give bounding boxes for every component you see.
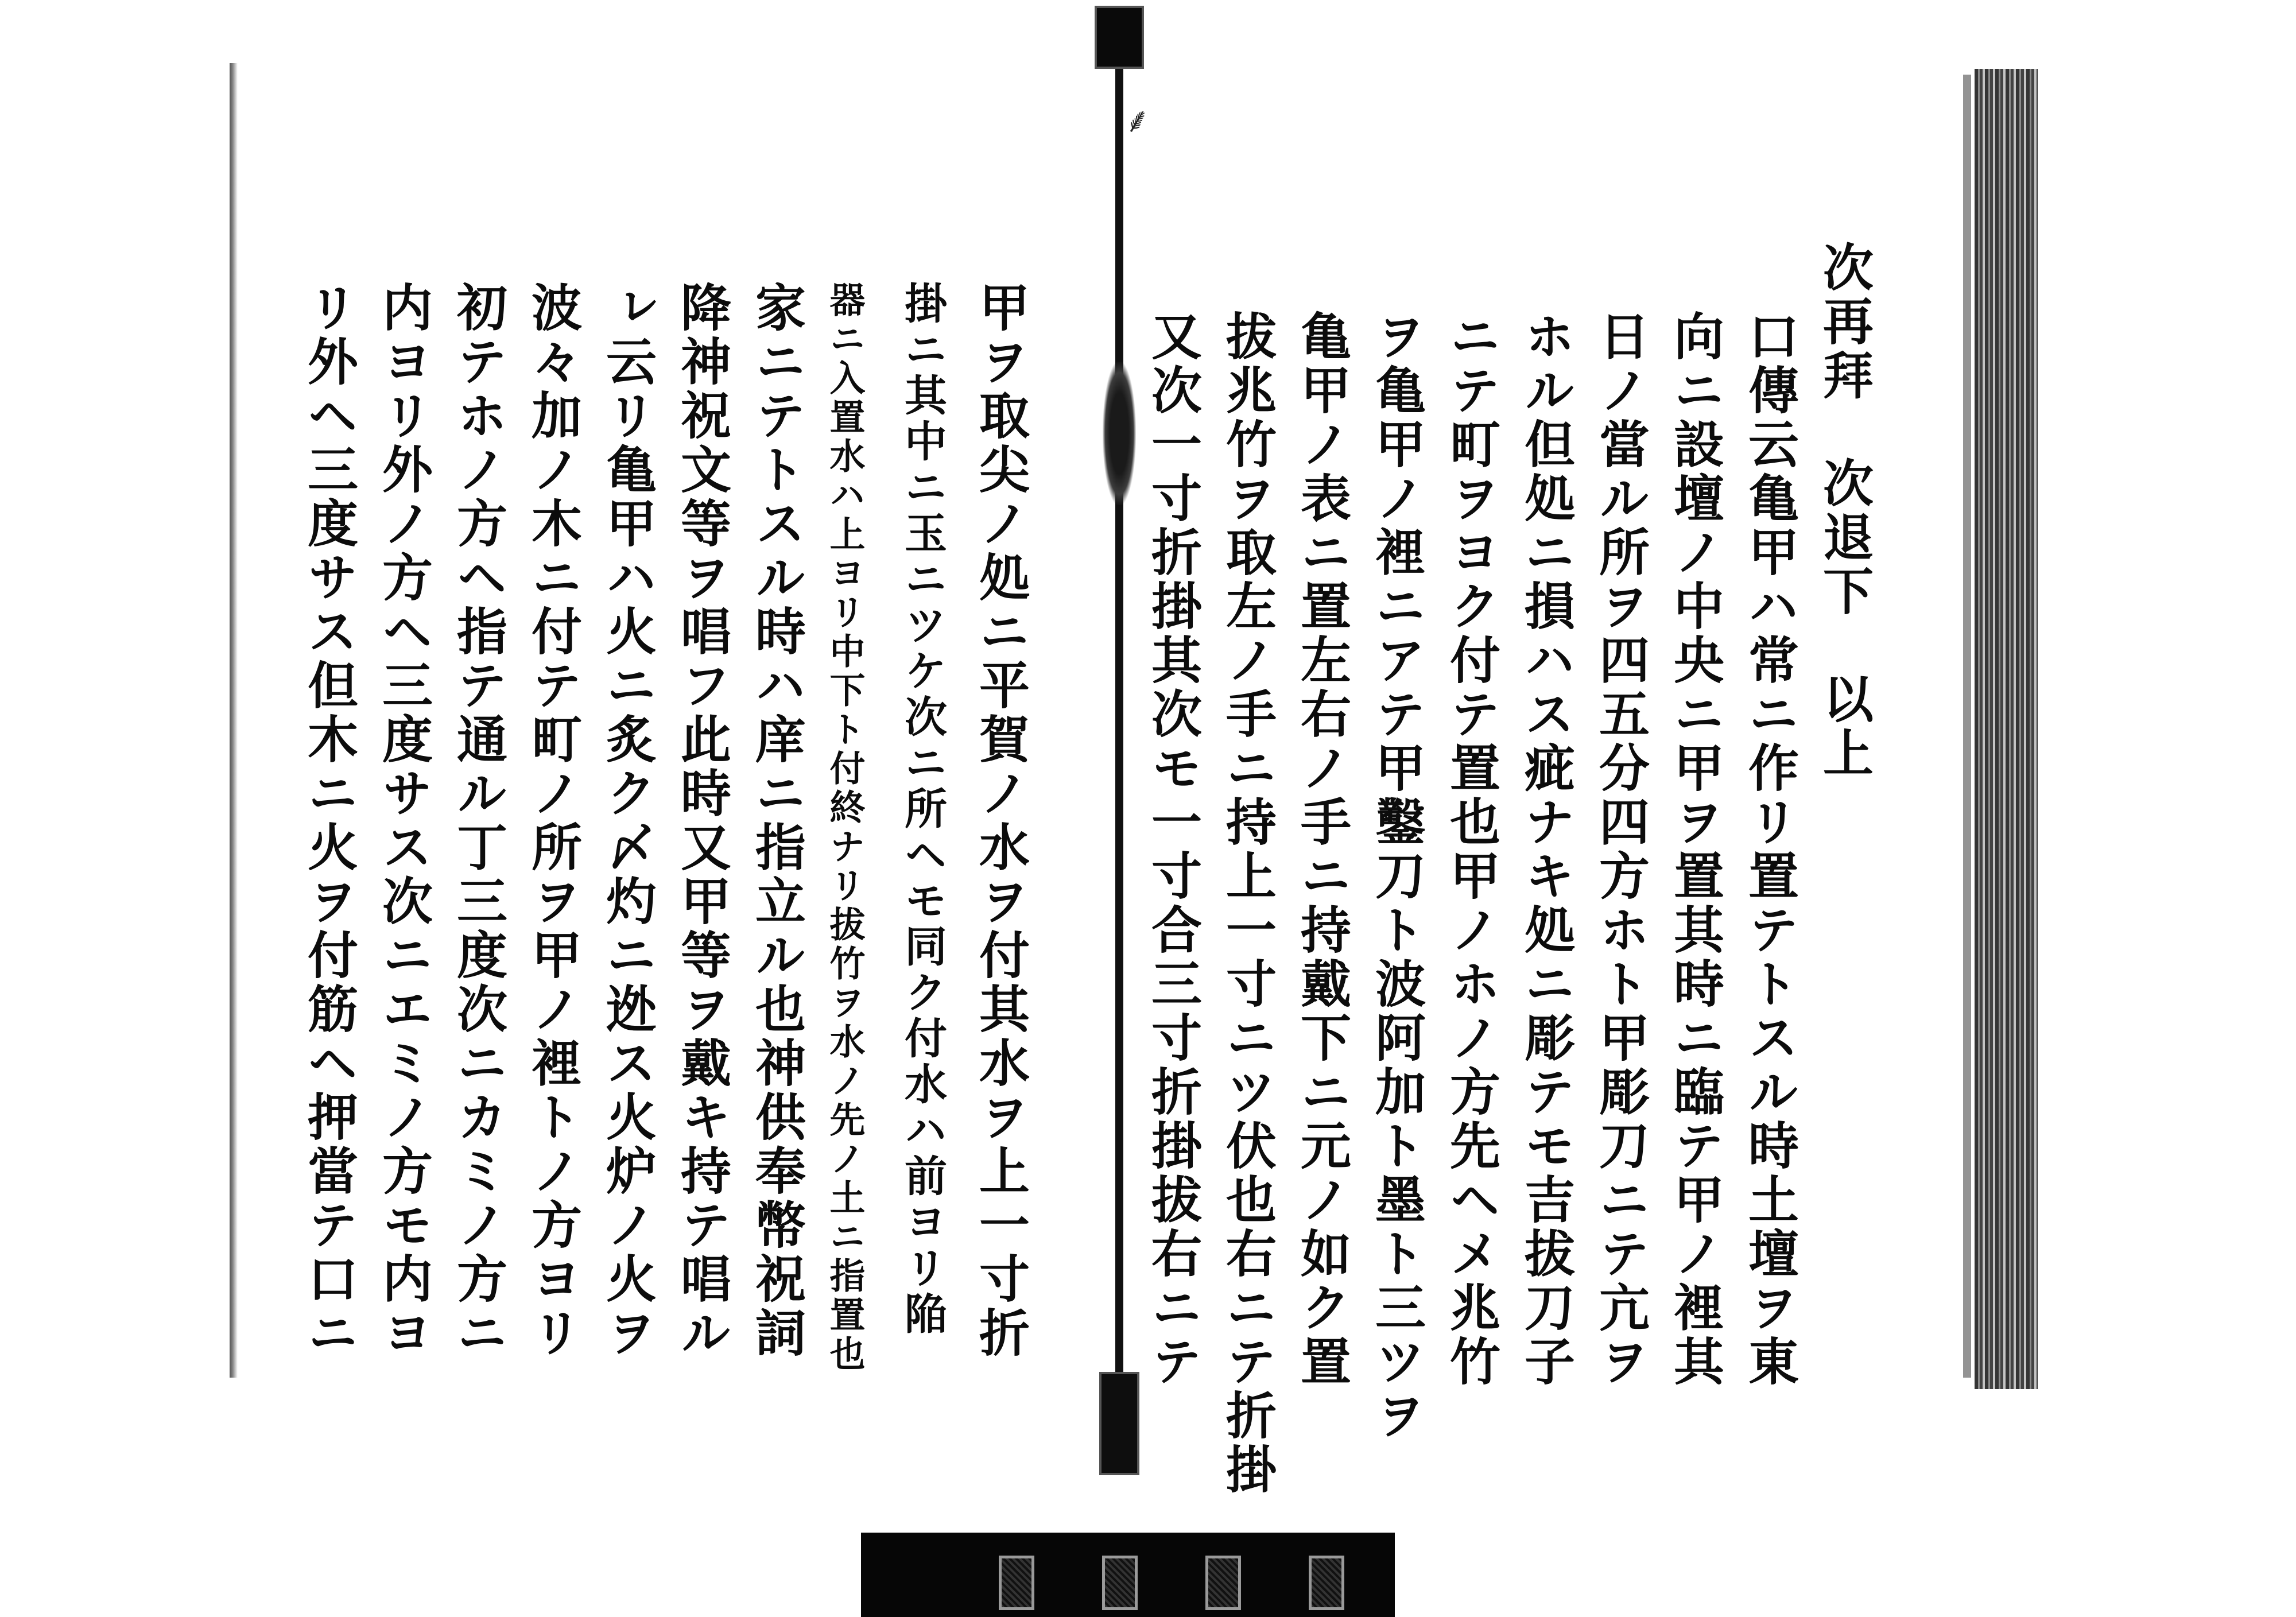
- left-column-5: 降神祝文等ヲ唱フ此時又甲等ヲ戴キ持テ唱ル: [673, 281, 732, 1360]
- scan-label-bar: [861, 1533, 1395, 1617]
- right-column-7: ヲ亀甲ノ裡ニアテ甲鑿刀ト波阿加ト墨ト三ツヲ: [1367, 310, 1427, 1443]
- left-column-1: 甲ヲ取尖ノ処ニ平賀ノ水ヲ付其水ヲ上一寸折: [971, 281, 1031, 1360]
- right-column-1: 次再拜 次退下 以上: [1815, 241, 1875, 781]
- left-column-8: 初テホノ方ヘ指テ通ル丁三度次ニカミノ方ニ: [449, 281, 509, 1360]
- label-block: [1205, 1556, 1241, 1610]
- right-column-4: 日ノ當ル所ヲ四五分四方ホト甲彫刀ニテ亢ヲ: [1591, 310, 1651, 1389]
- label-block: [1102, 1556, 1138, 1610]
- left-page-edge: [230, 63, 238, 1378]
- right-column-9: 拔兆竹ヲ取左ノ手ニ持上一寸ニツ伏也右ニテ折掛: [1218, 310, 1278, 1497]
- right-column-10: 又次一寸折掛其次モ一寸合三寸折掛拔右ニテ: [1143, 310, 1203, 1389]
- spine-clip-bottom: [1099, 1372, 1139, 1475]
- left-column-3: 器ニ入置水ハ上ヨリ中下ト付終ナリ拔竹ヲ水ノ先ノ土ニ指置也: [824, 281, 866, 1374]
- right-column-5: ホル但処ニ損ハス疵ナキ処ニ彫テモ吉拔刀子: [1517, 310, 1576, 1389]
- right-column-3: 向ニ設壇ノ中央ニ甲ヲ置其時ニ臨テ甲ノ裡其: [1666, 310, 1725, 1389]
- thread-knot-icon: ⸙: [1124, 100, 1150, 141]
- spine-clip-top: [1095, 6, 1144, 69]
- binding-spine: [1095, 6, 1150, 1475]
- spine-line: [1115, 69, 1123, 1389]
- binding-thread: [1103, 362, 1136, 505]
- label-block: [999, 1556, 1034, 1610]
- right-column-6: ニテ町ヲヨク付テ置也甲ノホノ方先ヘメ兆竹: [1442, 310, 1502, 1389]
- left-column-4: 家ニテトスル時ハ庠ニ指立ル也神供奉幣祝詞: [747, 281, 807, 1360]
- left-column-2: 掛ニ其中ニ玉ニツケ次ニ所ヘモ同ク付水ハ前ヨリ陥: [898, 281, 947, 1337]
- right-page-shadow: [1963, 75, 1971, 1378]
- right-page-edge: [1975, 69, 2038, 1389]
- label-block: [1309, 1556, 1344, 1610]
- right-column-2: 口傳云亀甲ハ常ニ作リ置テトスル時土壇ヲ東: [1740, 310, 1800, 1389]
- right-column-8: 亀甲ノ表ニ置左右ノ手ニ持戴下ニ元ノ如ク置: [1293, 310, 1352, 1389]
- left-column-9: 内ヨリ外ノ方ヘ三度サス次ニエミノ方モ内ヨ: [374, 281, 434, 1360]
- left-column-7: 波々加ノ木ニ付テ町ノ所ヲ甲ノ裡トノ方ヨリ: [523, 281, 583, 1360]
- left-column-10: リ外ヘ三度サス但木ニ火ヲ付筋ヘ押當テ口ニ: [300, 281, 359, 1360]
- left-column-6: ㇾ云リ亀甲ハ火ニ炙ク〆灼ニ迯ス火炉ノ火ヲ: [598, 281, 658, 1360]
